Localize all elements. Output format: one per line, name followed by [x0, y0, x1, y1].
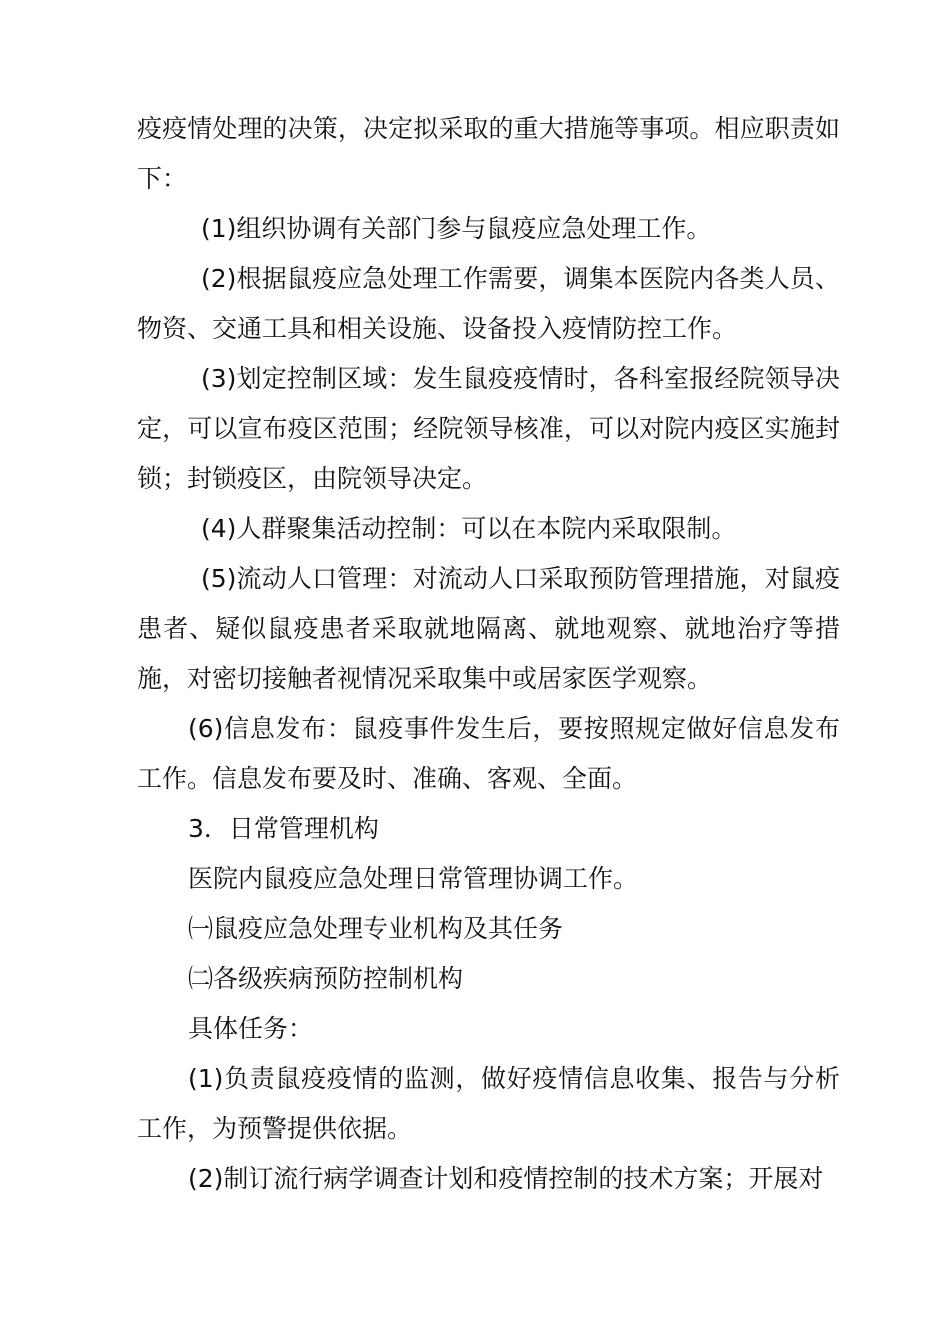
- section-heading-cdc: ㈡各级疾病预防控制机构: [188, 964, 464, 993]
- paragraph-daily-management: 医院内鼠疫应急处理日常管理协调工作。: [188, 864, 639, 893]
- paragraph-leadership-duties: 疫疫情处理的决策，决定拟采取的重大措施等事项。相应职责如下：: [137, 114, 840, 193]
- paragraph-item-2: (2)根据鼠疫应急处理工作需要，调集本医院内各类人员、物资、交通工具和相关设施、设备投入疫情防控工作。: [137, 264, 840, 343]
- paragraph-specific-tasks: 具体任务：: [188, 1014, 314, 1043]
- paragraph-task-1: (1)负责鼠疫疫情的监测，做好疫情信息收集、报告与分析工作，为预警提供依据。: [137, 1064, 840, 1143]
- paragraph-task-2: (2)制订流行病学调查计划和疫情控制的技术方案；开展对: [188, 1164, 824, 1193]
- paragraph-item-4: (4)人群聚集活动控制：可以在本院内采取限制。: [201, 514, 737, 543]
- paragraph-item-6: (6)信息发布：鼠疫事件发生后，要按照规定做好信息发布工作。信息发布要及时、准确、客观、全面。: [137, 714, 840, 793]
- section-heading-daily-management: 3．日常管理机构: [188, 814, 379, 843]
- paragraph-item-1: (1)组织协调有关部门参与鼠疫应急处理工作。: [201, 214, 712, 243]
- paragraph-item-3: (3)划定控制区域：发生鼠疫疫情时，各科室报经院领导决定，可以宣布疫区范围；经院领导核准，可以对院内疫区实施封锁；封锁疫区，由院领导决定。: [137, 364, 840, 493]
- section-heading-professional-agencies: ㈠鼠疫应急处理专业机构及其任务: [188, 914, 564, 943]
- document-body: [137, 104, 840, 1204]
- paragraph-item-5: (5)流动人口管理：对流动人口采取预防管理措施，对鼠疫患者、疑似鼠疫患者采取就地隔离、就地观察、就地治疗等措施，对密切接触者视情况采取集中或居家医学观察。: [137, 564, 840, 693]
